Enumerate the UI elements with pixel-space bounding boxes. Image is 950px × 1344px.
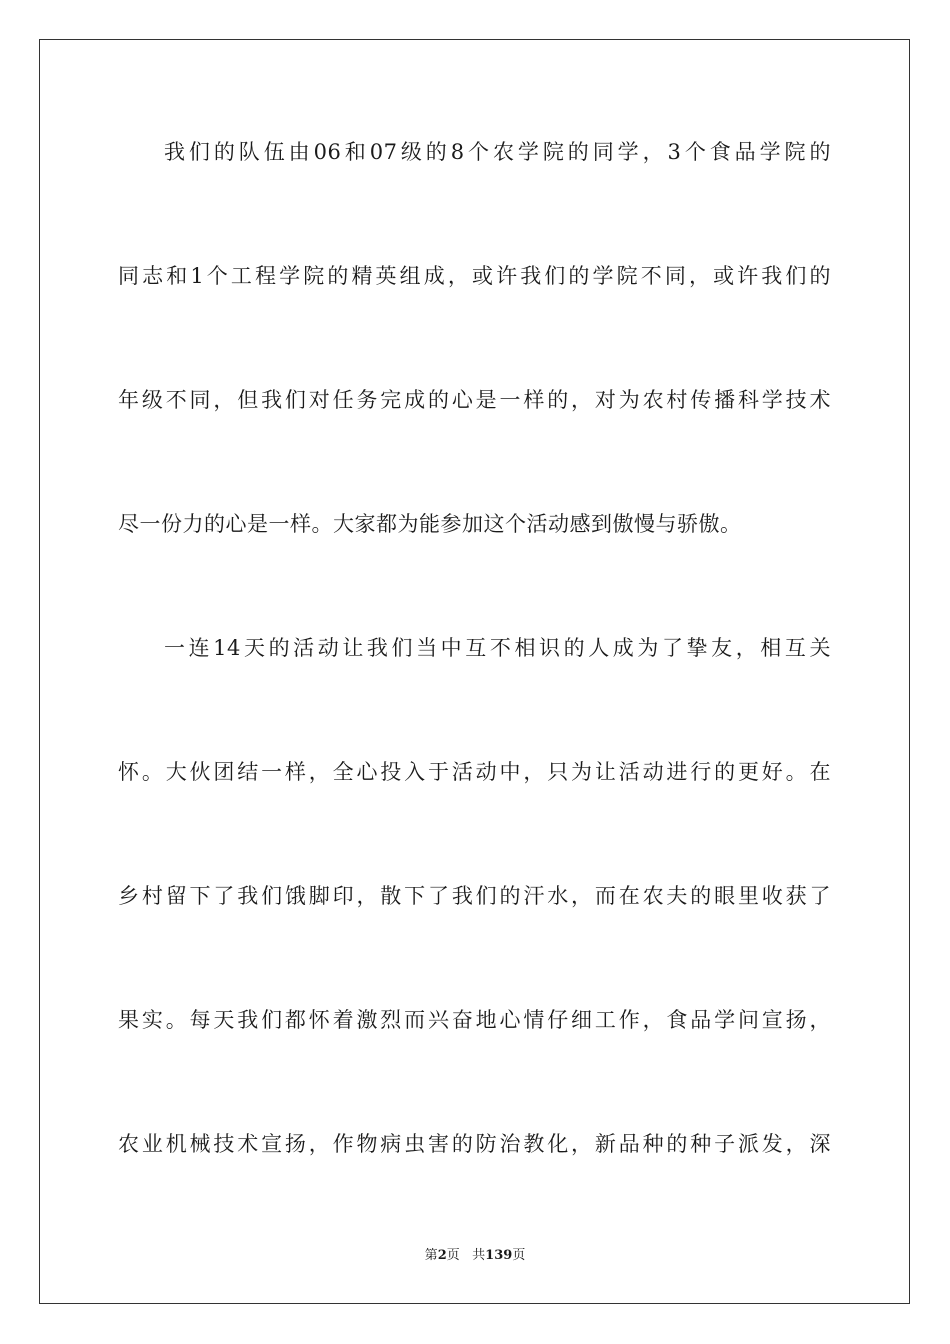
- footer-page-number: 2: [437, 1248, 447, 1263]
- paragraph-1-line-3: 年级不同，但我们对任务完成的心是一样的，对为农村传播科学技术: [118, 388, 831, 412]
- footer-page-suffix: 页: [446, 1248, 460, 1263]
- paragraph-2-line-2: 怀。大伙团结一样，全心投入于活动中，只为让活动进行的更好。在: [118, 760, 831, 784]
- footer-total-suffix: 页: [512, 1248, 526, 1263]
- paragraph-1-line-1: 我们的队伍由06和07级的8个农学院的同学，3个食品学院的: [164, 140, 831, 164]
- footer-prefix: 第: [424, 1248, 438, 1263]
- page-footer: [0, 1247, 950, 1265]
- footer-total-prefix: 共: [472, 1248, 486, 1263]
- paragraph-2-line-1: 一连14天的活动让我们当中互不相识的人成为了挚友，相互关: [164, 636, 831, 660]
- paragraph-2-line-3: 乡村留下了我们饿脚印，散下了我们的汗水，而在农夫的眼里收获了: [118, 884, 831, 908]
- paragraph-2-line-5: 农业机械技术宣扬，作物病虫害的防治教化，新品种的种子派发，深: [118, 1132, 831, 1156]
- paragraph-2-line-4: 果实。每天我们都怀着激烈而兴奋地心情仔细工作，食品学问宣扬，: [118, 1008, 831, 1032]
- paragraph-1-line-4: 尽一份力的心是一样。大家都为能参加这个活动感到傲慢与骄傲。: [118, 512, 742, 536]
- page-border: [39, 39, 910, 1304]
- paragraph-1-line-2: 同志和1个工程学院的精英组成，或许我们的学院不同，或许我们的: [118, 264, 831, 288]
- footer-total-pages: 139: [485, 1248, 513, 1263]
